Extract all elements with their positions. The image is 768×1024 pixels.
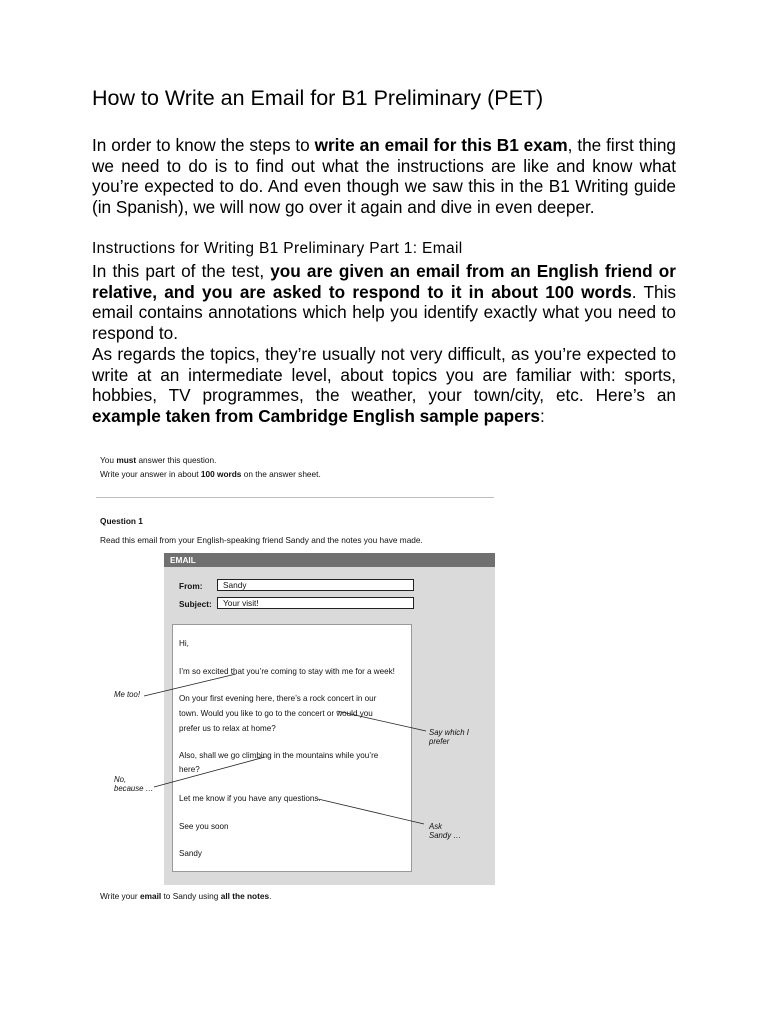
subject-label: Subject: (179, 599, 212, 609)
part1-text-2: . This email contains annotations which help you identify exactly what you need to respond to. (92, 281, 676, 343)
note-say-which: Say which I prefer (429, 728, 469, 746)
email-line: Hi, (179, 639, 189, 648)
connector-me-too (144, 674, 236, 696)
email-line: I’m so excited that you’re coming to stay with me for a week! (179, 667, 395, 676)
part1-text-1: In this part of the test, (92, 261, 271, 281)
figure-instruction-2: Write your answer in about 100 words on the answer sheet. (100, 469, 321, 479)
question-heading: Question 1 (100, 516, 143, 526)
page-title: How to Write an Email for B1 Preliminary (PET) (92, 86, 544, 110)
note-no-because: No, because … (114, 775, 154, 793)
email-line: Let me know if you have any questions. (179, 794, 321, 803)
question-instruction: Read this email from your English-speaking friend Sandy and the notes you have made. (100, 535, 423, 545)
topics-text-1: As regards the topics, they’re usually not very difficult, as you’re expected to write at an intermediate level, about topics you are familiar with: sports, hobbies, TV programmes, the weather, your town/city, etc. Here’s an (92, 344, 676, 406)
email-line: town. Would you like to go to the concert or would you (179, 709, 373, 718)
topics-text-2: : (539, 405, 545, 426)
email-line: Also, shall we go climbing in the mountains while you’re (179, 751, 379, 760)
email-line: See you soon (179, 822, 229, 831)
note-me-too: Me too! (114, 690, 141, 699)
exam-sample-figure (94, 449, 498, 909)
connector-ask-sandy (318, 799, 424, 824)
from-field: Sandy (217, 579, 414, 591)
email-header: EMAIL (164, 553, 495, 567)
part1-paragraph (92, 261, 676, 343)
intro-paragraph (92, 135, 676, 217)
figure-footer-instruction: Write your email to Sandy using all the notes. (100, 891, 272, 901)
annotation-connectors (94, 449, 498, 909)
connector-no-because (154, 757, 265, 787)
intro-bold: write an email for this B1 exam (314, 135, 568, 155)
intro-text-2: , the first thing we need to do is to find out what the instructions are like and know what you’re expected to do. And even though we saw this in the B1 Writing guide (in Spanish), we will now go over it again and dive in even deeper. (92, 135, 676, 217)
from-label: From: (179, 581, 203, 591)
email-line: prefer us to relax at home? (179, 724, 276, 733)
topics-bold: example taken from Cambridge English sample papers (92, 405, 540, 426)
topics-paragraph (92, 344, 676, 426)
email-line: On your first evening here, there’s a rock concert in our (179, 694, 377, 703)
connector-say-which (337, 711, 426, 731)
subject-field: Your visit! (217, 597, 414, 609)
intro-text-1: In order to know the steps to (92, 135, 315, 155)
part1-bold: you are given an email from an English friend or relative, and you are asked to respond to it in about 100 words (92, 261, 676, 302)
note-ask-sandy: Ask Sandy … (429, 822, 462, 840)
email-line: here? (179, 765, 200, 774)
figure-instruction-1: You must answer this question. (100, 455, 217, 465)
email-line: Sandy (179, 849, 202, 858)
section-subheading: Instructions for Writing B1 Preliminary Part 1: Email (92, 240, 463, 257)
